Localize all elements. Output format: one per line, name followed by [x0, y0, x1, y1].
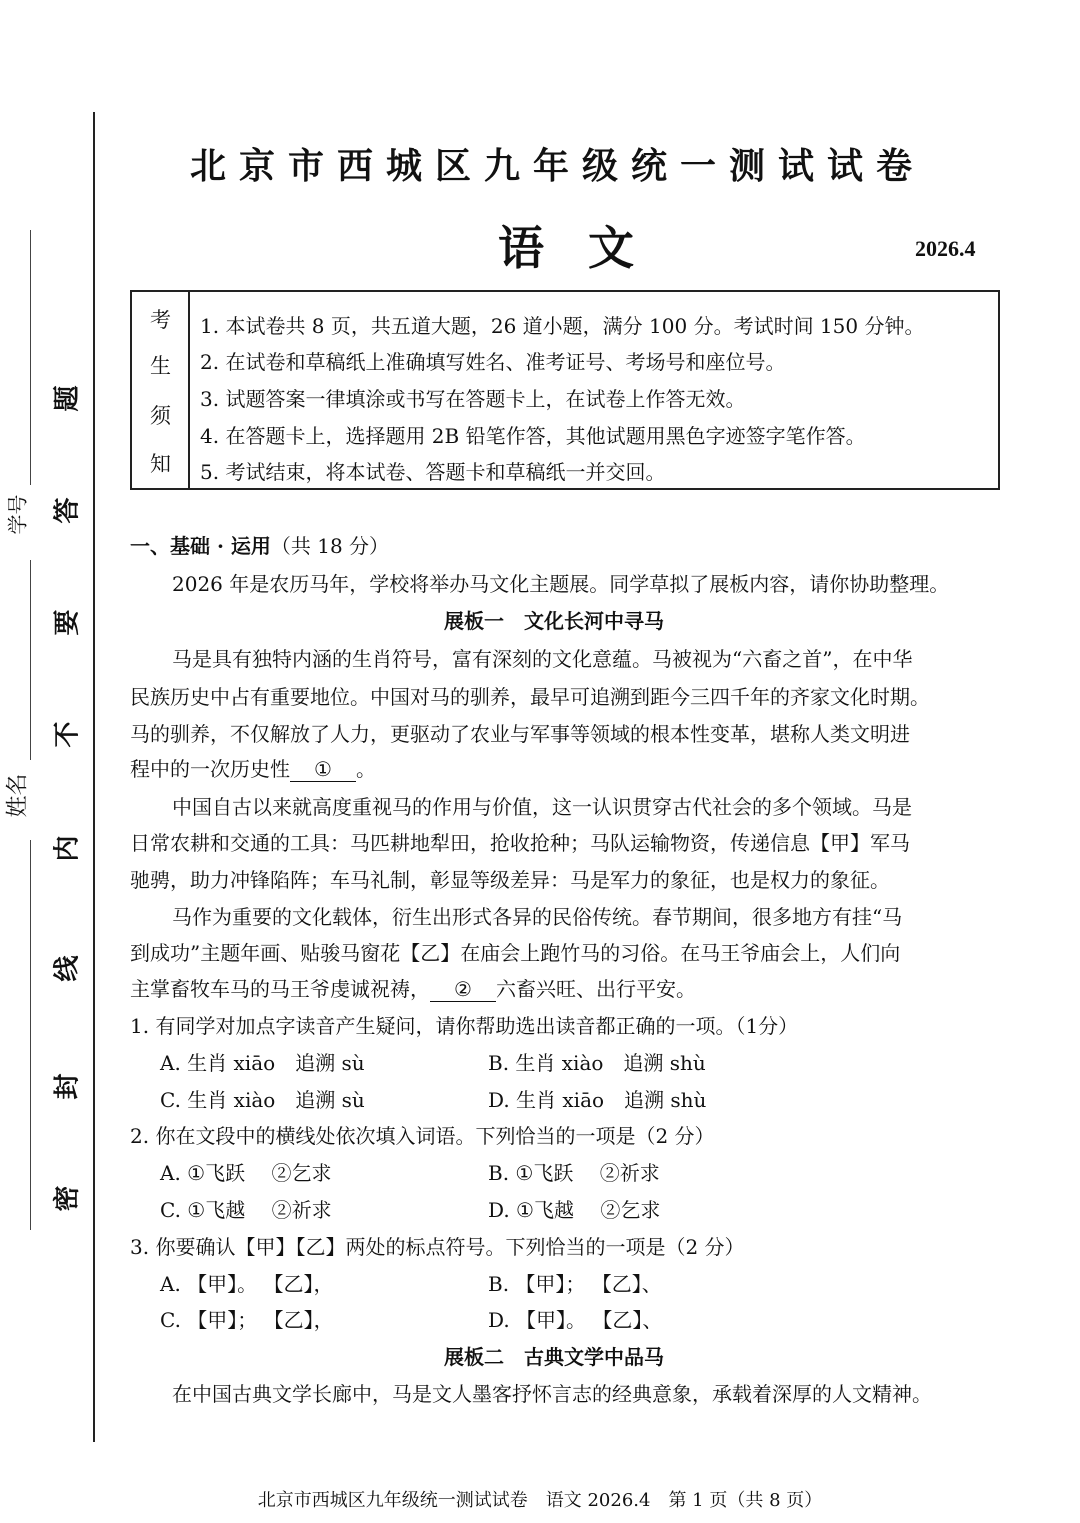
paragraph-text: 。: [356, 757, 376, 781]
seal-char: 题: [52, 385, 83, 412]
answer-option[interactable]: C. 生肖 xiào 追溯 sù: [160, 1088, 365, 1112]
paragraph-line: 马作为重要的文化载体，衍生出形式各异的民俗传统。春节期间，很多地方有挂“马: [172, 905, 903, 929]
paragraph-line: 马的驯养，不仅解放了人力，更驱动了农业与军事等领域的根本性变革，堪称人类文明进: [130, 722, 910, 746]
binding-margin-line: [93, 112, 95, 1442]
seal-char: 内: [52, 835, 83, 862]
instruction-item: 5. 考试结束，将本试卷、答题卡和草稿纸一并交回。: [200, 460, 666, 484]
section-heading: [130, 530, 389, 559]
section-score: （共 18 分）: [270, 534, 390, 558]
section-intro: 2026 年是农历马年，学校将举办马文化主题展。同学草拟了展板内容，请你协助整理。: [172, 572, 950, 596]
answer-option[interactable]: B. 【甲】； 【乙】、: [488, 1272, 662, 1296]
paragraph-line: 马是具有独特内涵的生肖符号，富有深刻的文化意蕴。马被视为“六畜之首”，在中华: [172, 647, 913, 671]
seal-char: 要: [52, 609, 83, 636]
instructions-label-char: 知: [150, 452, 171, 476]
paragraph-line: 日常农耕和交通的工具：马匹耕地犁田，抢收抢种；马队运输物资，传递信息【甲】军马: [130, 831, 910, 855]
answer-option[interactable]: B. 生肖 xiào 追溯 shù: [488, 1051, 706, 1075]
seal-char: 答: [52, 497, 83, 524]
exam-date: 2026.4: [915, 236, 976, 261]
fill-blank-1[interactable]: ①: [290, 757, 356, 782]
paragraph-line: 民族历史中占有重要地位。中国对马的驯养，最早可追溯到距今三四千年的齐家文化时期。: [130, 685, 930, 709]
board-title: 展板二 古典文学中品马: [444, 1345, 664, 1369]
instruction-item: 4. 在答题卡上，选择题用 2B 铅笔作答，其他试题用黑色字迹签字笔作答。: [200, 424, 866, 448]
answer-option[interactable]: A. 生肖 xiāo 追溯 sù: [160, 1051, 365, 1075]
answer-option[interactable]: D. 生肖 xiāo 追溯 shù: [488, 1088, 707, 1112]
question-stem: 2. 你在文段中的横线处依次填入词语。下列恰当的一项是（2 分）: [130, 1124, 715, 1148]
instructions-label-char: 考: [150, 308, 171, 332]
paragraph-line: 在中国古典文学长廊中，马是文人墨客抒怀言志的经典意象，承载着深厚的人文精神。: [172, 1382, 932, 1406]
seal-char: 不: [52, 721, 83, 748]
answer-option[interactable]: B. ①飞跃 ②祈求: [488, 1161, 660, 1185]
instructions-label-char: 须: [150, 404, 171, 428]
question-stem: 1. 有同学对加点字读音产生疑问，请你帮助选出读音都正确的一项。（1分）: [130, 1014, 799, 1038]
answer-option[interactable]: D. ①飞越 ②乞求: [488, 1198, 661, 1222]
instructions-label-char: 生: [150, 354, 171, 378]
answer-option[interactable]: C. 【甲】； 【乙】，: [160, 1308, 334, 1332]
paragraph-text: 主掌畜牧车马的马王爷虔诚祝祷，: [130, 977, 430, 1001]
student-id-label: 学号: [5, 494, 30, 535]
seal-char: 密: [52, 1185, 83, 1212]
student-name-label: 姓名: [5, 773, 31, 818]
answer-option[interactable]: A. 【甲】。 【乙】，: [160, 1272, 334, 1296]
paragraph-line: 到成功”主题年画、贴骏马窗花【乙】在庙会上跑竹马的习俗。在马王爷庙会上，人们向: [130, 941, 901, 965]
paragraph-line: [130, 973, 696, 1002]
exam-instructions-box: [130, 290, 1000, 490]
paragraph-text: 六畜兴旺、出行平安。: [496, 977, 696, 1001]
board-title: 展板一 文化长河中寻马: [444, 609, 664, 633]
paragraph-text: 程中的一次历史性: [130, 757, 290, 781]
subject-title: 语文: [498, 221, 678, 275]
name-write-line-lower[interactable]: [30, 840, 31, 1230]
question-stem: 3. 你要确认【甲】【乙】两处的标点符号。下列恰当的一项是（2 分）: [130, 1235, 745, 1259]
paragraph-line: [130, 753, 376, 782]
answer-option[interactable]: D. 【甲】。 【乙】、: [488, 1308, 663, 1332]
instruction-item: 1. 本试卷共 8 页，共五道大题，26 道小题，满分 100 分。考试时间 150 分钟。: [200, 314, 925, 338]
answer-option[interactable]: C. ①飞越 ②祈求: [160, 1198, 332, 1222]
id-write-line[interactable]: [30, 230, 31, 485]
paragraph-line: 中国自古以来就高度重视马的作用与价值，这一认识贯穿古代社会的多个领域。马是: [172, 795, 912, 819]
instruction-item: 3. 试题答案一律填涂或书写在答题卡上，在试卷上作答无效。: [200, 387, 746, 411]
seal-char: 线: [52, 955, 83, 982]
page-footer: 北京市西城区九年级统一测试试卷 语文 2026.4 第 1 页（共 8 页）: [257, 1490, 823, 1511]
instruction-item: 2. 在试卷和草稿纸上准确填写姓名、准考证号、考场号和座位号。: [200, 350, 786, 374]
instructions-label: [132, 292, 190, 488]
fill-blank-2[interactable]: ②: [430, 977, 496, 1002]
answer-option[interactable]: A. ①飞跃 ②乞求: [160, 1161, 332, 1185]
seal-char: 封: [52, 1073, 83, 1100]
paragraph-line: 驰骋，助力冲锋陷阵；车马礼制，彰显等级差异：马是军力的象征，也是权力的象征。: [130, 868, 890, 892]
name-write-line-upper[interactable]: [30, 560, 31, 760]
section-title: 一、基础 · 运用: [130, 534, 271, 558]
exam-title: 北京市西城区九年级统一测试试卷: [190, 145, 926, 187]
